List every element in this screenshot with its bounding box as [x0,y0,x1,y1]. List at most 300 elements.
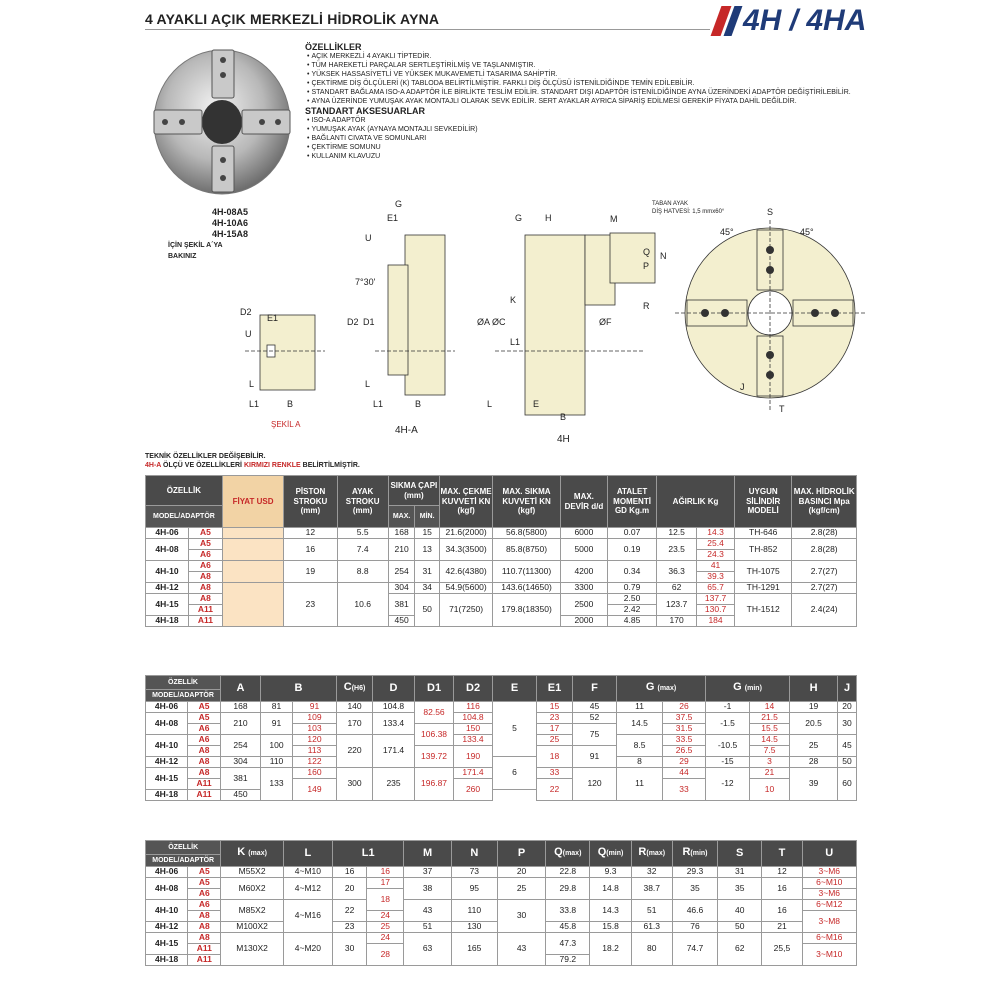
t3-h-model: MODEL/ADAPTÖR [146,855,221,867]
cell: 24 [367,933,404,944]
dim-j: J [740,382,745,392]
cell: 143.6(14650) [493,583,561,594]
dim-b-a: B [287,399,294,409]
model-note-text: İÇİN ŞEKİL A´YA BAKINIZ [168,242,223,260]
cell: 4H-15 [146,594,189,616]
cell: 304 [221,757,261,768]
table-row [146,900,857,911]
cell: 71(7250) [439,594,492,627]
cell: M60X2 [221,878,283,900]
cell: 62 [718,933,762,966]
cell: TH-1512 [735,594,792,627]
chuck-photo [150,40,295,200]
cell: TH-646 [735,528,792,539]
cell: 254 [388,561,415,583]
page-title: 4 AYAKLI AÇIK MERKEZLİ HİDROLİK AYNA [145,11,440,27]
cell: A8 [188,911,221,922]
cell: 44 [663,768,706,779]
cell: 95 [451,878,497,900]
angle-45-left: 45° [720,227,734,237]
cell: 80 [631,933,672,966]
cell: 85.8(8750) [493,539,561,561]
t2-h-gmax-label: G [645,681,655,694]
feature-item: • STANDART BAĞLAMA ISO-A ADAPTÖR İLE BİRLİKTE TESLİM EDİLİR. STANDART DIŞI ADAPTÖR İSTENİLDİĞİNDE AYNA ÜZERİNDEKİ ADAPTÖR DEĞİŞTİRİLEBİLİR. [313,88,865,97]
t2-h-gmin [706,676,790,702]
t2-h-gmin-sub: (min) [744,685,762,693]
cell: 52 [573,713,617,724]
cell: 14.8 [590,878,631,900]
t3-h-rmax [631,841,672,867]
cell: 137.7 [697,594,735,605]
cell: M130X2 [221,933,283,966]
cell: 15 [415,528,440,539]
cell: 2.8(28) [792,528,857,539]
cell: 4.85 [607,616,656,627]
cell: 50 [718,922,762,933]
cell: 76 [672,922,717,933]
cell: 4H-12 [146,583,189,594]
t3-h-qmax-label: Q [554,846,563,859]
cell: 9.3 [590,867,631,878]
cell: 122 [293,757,337,768]
cell: 33.8 [546,900,590,922]
label-4ha: 4H-A [395,425,418,436]
cell: 25 [537,735,573,746]
cell: -12 [706,768,750,801]
t3-h-s: S [718,841,762,867]
t2-h-b: B [261,676,337,702]
cell: 25,5 [762,933,802,966]
cell: 149 [293,779,337,801]
cell: 31 [415,561,440,583]
dim-n: N [660,251,667,261]
dim-b-4ha: B [415,399,422,409]
cell: 21 [750,768,790,779]
t1-h-sikma: SIKMA ÇAPI (mm) [388,476,439,506]
brand-logo [716,4,866,38]
t3-h-rmax-label: R [638,846,647,859]
dim-u-4ha: U [365,233,372,243]
cell: 2.7(27) [792,561,857,583]
t2-h-gmax-sub: (max) [657,685,677,693]
cell: -1.5 [706,713,750,735]
dim-t: T [779,404,785,414]
table-row [146,583,857,594]
t2-h-c [337,676,373,702]
cell: 0.79 [607,583,656,594]
accessories-title: STANDART AKSESUARLAR [305,106,425,116]
cell: 4H-08 [146,878,188,900]
t3-h-qmin-sub: (min) [606,850,624,858]
cell: 23 [537,713,573,724]
table-row [146,561,857,572]
t2-h-d: D [373,676,415,702]
cell: 4H-18 [146,790,188,801]
t2-h-f: F [573,676,617,702]
cell: 21 [762,922,802,933]
cell: 91 [261,713,293,735]
dim-l1-4ha: L1 [373,399,384,409]
cell: 179.8(18350) [493,594,561,627]
cell: 15.8 [590,922,631,933]
t2-h-d1: D1 [415,676,454,702]
cell: 133.4 [373,713,415,735]
cell: M85X2 [221,900,283,922]
cell: 133.4 [454,735,493,746]
cell: 81 [261,702,293,713]
cell: A11 [188,779,221,790]
cell: A6 [189,550,223,561]
cell: 120 [293,735,337,746]
cell: 4H-15 [146,933,188,955]
cell: TH-1291 [735,583,792,594]
cell: A8 [189,594,223,605]
cell: 45.8 [546,922,590,933]
label-4h: 4H [557,434,570,445]
cell: 168 [388,528,415,539]
tech-note [145,452,360,470]
t1-h-silindir: UYGUN SİLİNDİR MODELİ [735,476,792,528]
cell: A8 [188,933,221,944]
cell: 56.8(5800) [493,528,561,539]
cell: 33.5 [663,735,706,746]
cell: 100 [261,735,293,757]
cell: 450 [221,790,261,801]
cell: 4H-10 [146,900,188,922]
cell: 103 [293,724,337,735]
label-sekil-a: ŞEKİL A [271,420,301,429]
cell: 12 [762,867,802,878]
cell: 16 [367,867,404,878]
cell: 29.3 [672,867,717,878]
cell: A8 [189,583,223,594]
cell: 6~M16 [802,933,856,944]
cell: TH-852 [735,539,792,561]
cell: 4~M10 [283,867,332,878]
cell: 31 [718,867,762,878]
t2-h-e1: E1 [537,676,573,702]
model-line-1: 4H-08A5 [211,207,248,217]
accessory-item: • KULLANIM KLAVUZU [313,152,865,161]
features-list [305,52,865,106]
dim-k-4h: K [510,295,517,305]
dim-e1-a: E1 [267,313,279,323]
t2-h-ozellik: ÖZELLİK [146,676,221,690]
cell: 40 [718,900,762,922]
dim-l1-4h: L1 [510,337,521,347]
dim-c-4h: ØC [492,317,506,327]
t3-h-qmin-label: Q [597,846,607,859]
cell: 16 [333,867,367,878]
t3-h-k-label: K [237,846,246,859]
cell: 62 [657,583,697,594]
cell: 30 [333,933,367,966]
price-cell [222,528,283,539]
cell: TH-1075 [735,561,792,583]
cell: 104.8 [373,702,415,713]
cell: 110.7(11300) [493,561,561,583]
cell: A6 [188,889,221,900]
cell: A6 [188,735,221,746]
feature-item: • AYNA ÜZERİNDE YUMUŞAK AYAK MONTAJLI OLARAK SEVK EDİLİR. SERT AYAKLAR AYRICA SİPARİŞ EDİLMESİ GEREKİP FİYATA DAHİL DEĞİLDİR. [313,97,865,106]
t1-h-sikmak: MAX. SIKMA KUVVETİ KN (kgf) [493,476,561,528]
features-title: ÖZELLİKLER [305,42,362,52]
cell: 133 [261,768,293,801]
cell: 10 [750,779,790,801]
dim-a-4h: ØA [477,317,491,327]
t1-h-devir: MAX. DEVİR d/d [560,476,607,528]
t3-h-p: P [497,841,545,867]
cell: 150 [454,724,493,735]
cell: 6~M12 [802,900,856,911]
cell: 5.5 [337,528,388,539]
cell: 30 [838,713,857,735]
cell: A11 [188,955,221,966]
cell: -15 [706,757,750,768]
t2-h-d2: D2 [454,676,493,702]
cell: 2.42 [607,605,656,616]
t2-h-e: E [493,676,537,702]
accessory-item: • BAĞLANTI CIVATA VE SOMUNLARI [313,134,865,143]
cell: 18.2 [590,933,631,966]
cell: 79.2 [546,955,590,966]
cell: 2000 [560,616,607,627]
cell: 41 [697,561,735,572]
table-row [146,528,857,539]
cell: 7.5 [750,746,790,757]
table-row [146,867,857,878]
cell: 19 [790,702,838,713]
t1-h-model: MODEL/ADAPTÖR [146,506,223,528]
dim-l-a: L [249,379,255,389]
cell: A5 [189,539,223,550]
cell: 3~M6 [802,867,856,878]
cell: 50 [415,594,440,627]
label-taban-ayak: TABAN AYAK [652,201,689,207]
cell: 123.7 [657,594,697,616]
cell: 450 [388,616,415,627]
dim-b-4h: B [560,412,567,422]
cell: 8.8 [337,561,388,583]
cell: 2.4(24) [792,594,857,627]
cell: 8 [617,757,663,768]
cell: 12.5 [657,528,697,539]
tech-note-red: 4H-A [145,462,162,469]
cell: 7.4 [337,539,388,561]
cell: 20 [497,867,545,878]
cell: A8 [188,768,221,779]
cell: M55X2 [221,867,283,878]
angle-45-right: 45° [800,227,814,237]
feature-item: • TÜM HAREKETLİ PARÇALAR SERTLEŞTİRİLMİŞ VE TAŞLANMIŞTIR. [313,61,865,70]
t3-h-u: U [802,841,856,867]
cell: 54.9(5600) [439,583,492,594]
cell: 21.5 [750,713,790,724]
cell: 29.8 [546,878,590,900]
cell: 171.4 [373,735,415,768]
cell: 24.3 [697,550,735,561]
tech-note-end: BELİRTİLMİŞTİR. [302,462,360,469]
cell: 210 [388,539,415,561]
cell: 22 [537,779,573,801]
cell: 254 [221,735,261,757]
cell: 16 [762,900,802,922]
cell: 38 [404,878,451,900]
cell: 29 [663,757,706,768]
t3-h-rmin [672,841,717,867]
t3-h-qmax [546,841,590,867]
label-dis-hatvesi: DİŞ HATVESİ: 1,5 mmx60° [652,209,725,215]
table-row [146,757,857,768]
cell: 12 [284,528,337,539]
cell: 4H-08 [146,539,189,561]
cell: 51 [404,922,451,933]
cell: 16 [762,878,802,900]
dim-r: R [643,301,650,311]
cell: 28 [367,944,404,966]
cell: 26.5 [663,746,706,757]
cell: 4H-06 [146,702,188,713]
spec-table-3 [145,840,857,966]
cell: A6 [189,561,223,572]
cell: 18 [537,746,573,768]
cell: 82.56 [415,702,454,724]
cell: 15 [537,702,573,713]
t1-h-piston: PİSTON STROKU (mm) [284,476,337,528]
cell: 4H-06 [146,528,189,539]
tech-note-red2: KIRMIZI RENKLE [243,462,301,469]
cell: 37 [404,867,451,878]
accessory-item: • YUMUŞAK AYAK (AYNAYA MONTAJLI SEVKEDİLİR) [313,125,865,134]
cell: 3 [750,757,790,768]
cell: 4~M20 [283,933,332,966]
cell: 18 [367,889,404,911]
cell: 31.5 [663,724,706,735]
table-row [146,539,857,550]
cell: 4H-08 [146,713,188,735]
cell: 26 [663,702,706,713]
cell: 4H-10 [146,561,189,583]
dim-q: Q [643,247,651,257]
cell: 0.07 [607,528,656,539]
cell: 4H-18 [146,616,189,627]
cell: 17 [367,878,404,889]
cell: A11 [188,790,221,801]
price-cell [222,561,283,583]
cell: 120 [573,768,617,801]
cell: 14 [750,702,790,713]
price-cell [222,583,283,627]
t3-h-rmin-label: R [682,846,691,859]
cell: 3~M6 [802,889,856,900]
cell: A8 [188,746,221,757]
cell: 47.3 [546,933,590,955]
t1-h-cekme: MAX. ÇEKME KUVVETİ KN (kgf) [439,476,492,528]
cell: 17 [537,724,573,735]
table-row [146,702,857,713]
dim-g-4ha: G [395,199,403,209]
dim-l-4h: L [487,399,493,409]
t1-h-agirlik: AĞIRLIK Kg [657,476,735,528]
cell: 165 [451,933,497,966]
cell: A6 [188,724,221,735]
cell: 6 [493,757,537,790]
dim-l-4ha: L [365,379,371,389]
cell: 168 [221,702,261,713]
cell: 65.7 [697,583,735,594]
cell: 4H-10 [146,735,188,757]
dim-l1-a: L1 [249,399,260,409]
cell: 140 [337,702,373,713]
cell: 50 [838,757,857,768]
cell: 14.5 [750,735,790,746]
technical-drawing [205,195,865,450]
cell: 61.3 [631,922,672,933]
cell: A8 [189,572,223,583]
model-line-2: 4H-10A6 [211,218,248,228]
cell: 11 [617,702,663,713]
cell: 3~M8 [802,911,856,933]
cell: 11 [617,768,663,801]
cell: 300 [337,768,373,801]
cell: A11 [189,605,223,616]
cell: 4H-18 [146,955,188,966]
cell: 116 [454,702,493,713]
cell: 74.7 [672,933,717,966]
cell: 35 [672,878,717,900]
cell: 23 [333,922,367,933]
cell: 20.5 [790,713,838,735]
cell: 4H-12 [146,922,188,933]
cell: -1 [706,702,750,713]
dim-p: P [643,261,650,271]
cell: 45 [573,702,617,713]
t1-h-max: MAX. [388,506,415,528]
cell: 32 [631,867,672,878]
cell: 109 [293,713,337,724]
cell: 6~M10 [802,878,856,889]
cell: 20 [333,878,367,900]
cell: 4~M16 [283,900,332,933]
t2-h-model: MODEL/ADAPTÖR [146,690,221,702]
t3-h-m: M [404,841,451,867]
dim-m: M [610,214,618,224]
cell: 39 [790,768,838,801]
cell: 91 [573,746,617,768]
cell: 190 [454,746,493,768]
cell: 24 [367,911,404,922]
t3-h-qmin [590,841,631,867]
t3-h-n: N [451,841,497,867]
cell: 3300 [560,583,607,594]
cell: 10.6 [337,583,388,627]
cell: 20 [838,702,857,713]
cell: 0.34 [607,561,656,583]
t3-h-qmax-sub: (max) [562,850,582,858]
spec-table-1 [145,475,857,627]
t2-h-a: A [221,676,261,702]
cell: 14.3 [590,900,631,922]
t1-h-min: MİN. [415,506,440,528]
cell: 16 [284,539,337,561]
cell: 104.8 [454,713,493,724]
t2-h-h: H [790,676,838,702]
cell: 113 [293,746,337,757]
cell: 6000 [560,528,607,539]
cell: 14.3 [697,528,735,539]
cell: 4H-06 [146,867,188,878]
cell: A5 [188,878,221,889]
